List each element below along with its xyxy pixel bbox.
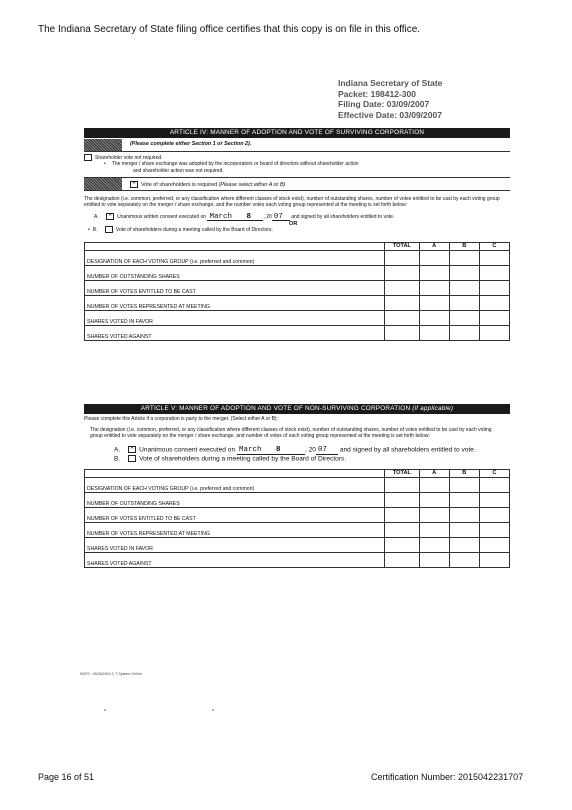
article-5-option-a-year[interactable]: 07 (316, 446, 338, 455)
option-b-label: B. (92, 226, 98, 233)
option-b-label: B. (114, 455, 121, 463)
table-cell[interactable] (479, 538, 509, 553)
not-required-label: Shareholder vote not required. (95, 154, 163, 161)
table-cell[interactable] (419, 553, 449, 568)
header-c: C (479, 470, 509, 478)
table-cell[interactable] (479, 508, 509, 523)
table-cell[interactable] (419, 508, 449, 523)
table-cell[interactable] (419, 538, 449, 553)
option-b-text: Vote of shareholders during a meeting called by the Board of Directors. (115, 226, 273, 233)
option-a-tail: and signed by all shareholders entitled to vote. (291, 213, 395, 220)
row-label: NUMBER OF OUTSTANDING SHARES (85, 266, 385, 281)
bullet-icon: • (104, 161, 106, 168)
certification-statement: The Indiana Secretary of State filing office certifies that this copy is on file in this office. (38, 24, 421, 35)
table-cell[interactable] (385, 538, 420, 553)
table-header-row (85, 470, 510, 478)
option-a-label: A. (114, 446, 121, 454)
table-cell[interactable] (449, 508, 479, 523)
table-cell[interactable] (419, 493, 449, 508)
table-cell[interactable] (479, 251, 509, 266)
table-cell[interactable] (385, 493, 420, 508)
article-5-title: ARTICLE V: MANNER OF ADOPTION AND VOTE OF NON-SURVIVING CORPORATION (if applicable) (84, 404, 510, 414)
table-cell[interactable] (385, 508, 420, 523)
option-a-checkbox[interactable] (106, 213, 114, 220)
table-cell[interactable] (449, 493, 479, 508)
designation-text: The designation (i.e. common, preferred, or any classification where different classes of stock exist), number of outstanding shares, number of votes entitled to be cast by each voting group entitled to vote separately on the merger / share exchange, and the number votes each voting group represented at the meeting is set forth below: (84, 195, 500, 209)
row-label: SHARES VOTED AGAINST (85, 553, 385, 568)
article-5-option-a-checkbox[interactable] (128, 446, 136, 453)
table-cell[interactable] (449, 538, 479, 553)
table-row (85, 523, 510, 538)
header-total: TOTAL (385, 470, 420, 478)
header-a: A (419, 243, 449, 251)
table-row (85, 508, 510, 523)
article-5-option-b-checkbox[interactable] (128, 455, 136, 462)
vote-required-label: Vote of shareholders is required (141, 181, 218, 188)
stamp-office: Indiana Secretary of State (338, 78, 443, 88)
table-cell[interactable] (479, 266, 509, 281)
article-5-vote-table (84, 469, 510, 568)
table-cell[interactable] (385, 523, 420, 538)
year-prefix: , 20 (263, 213, 272, 220)
option-b-checkbox[interactable] (105, 226, 113, 233)
table-cell[interactable] (479, 478, 509, 493)
row-label: DESIGNATION OF EACH VOTING GROUP (i.e. preferred and common) (85, 251, 385, 266)
not-required-checkbox[interactable] (84, 154, 92, 161)
row-label: NUMBER OF VOTES ENTITLED TO BE CAST (85, 508, 385, 523)
table-cell[interactable] (385, 311, 420, 326)
table-cell[interactable] (385, 266, 420, 281)
article-5-section (84, 404, 510, 568)
article-4-vote-table (84, 242, 510, 341)
form-code: IN070 - 09/26/2004 C T System Online (80, 672, 142, 676)
row-label: NUMBER OF VOTES REPRESENTED AT MEETING (85, 523, 385, 538)
table-cell[interactable] (449, 281, 479, 296)
vote-required-hint: (Please select either A or B) (218, 181, 286, 188)
table-cell[interactable] (479, 311, 509, 326)
year-prefix: , 20 (304, 446, 316, 454)
not-required-block (84, 154, 510, 175)
scan-speck (212, 709, 214, 711)
row-label: SHARES VOTED AGAINST (85, 326, 385, 341)
table-cell[interactable] (419, 251, 449, 266)
table-row (85, 266, 510, 281)
table-cell[interactable] (419, 311, 449, 326)
option-a-month[interactable]: March 8 (207, 214, 263, 222)
table-cell[interactable] (449, 296, 479, 311)
table-cell[interactable] (449, 311, 479, 326)
article-5-option-b-row (84, 455, 510, 463)
option-a-row (84, 213, 510, 225)
table-cell[interactable] (449, 553, 479, 568)
table-cell[interactable] (419, 326, 449, 341)
table-cell[interactable] (449, 251, 479, 266)
table-cell[interactable] (385, 326, 420, 341)
table-cell[interactable] (419, 523, 449, 538)
option-a-text: Unanimous consent executed on (139, 446, 236, 454)
table-cell[interactable] (385, 478, 420, 493)
table-header-row (85, 243, 510, 251)
header-total: TOTAL (385, 243, 420, 251)
table-cell[interactable] (385, 251, 420, 266)
option-a-text: Unanimous written consent executed on (117, 213, 207, 220)
section-1-row (84, 139, 510, 152)
row-label: SHARES VOTED IN FAVOR (85, 538, 385, 553)
row-label: NUMBER OF OUTSTANDING SHARES (85, 493, 385, 508)
table-cell[interactable] (449, 326, 479, 341)
table-cell[interactable] (385, 553, 420, 568)
table-cell[interactable] (449, 523, 479, 538)
table-cell[interactable] (419, 281, 449, 296)
article-5-option-a-row (84, 446, 510, 455)
scan-speck (104, 709, 106, 711)
not-required-detail-2: and shareholder action was not required. (133, 168, 224, 175)
option-b-text: Vote of shareholders during a meeting called by the Board of Directors. (139, 455, 347, 463)
section-2-label-box (84, 178, 122, 190)
article-4-title: ARTICLE IV: MANNER OF ADOPTION AND VOTE OF SURVIVING CORPORATION (84, 128, 510, 138)
table-cell[interactable] (479, 523, 509, 538)
option-b-row: • B. Vote of shareholders during a meeting called by the Board of Directors. (88, 226, 273, 233)
table-cell[interactable] (419, 296, 449, 311)
table-cell[interactable] (479, 281, 509, 296)
header-c: C (479, 243, 509, 251)
header-a: A (419, 470, 449, 478)
filing-stamp (338, 78, 442, 120)
not-required-detail-1: The merger / share exchange was adopted by the incorporators or board of directors without shareholder action (111, 161, 359, 168)
table-cell[interactable] (385, 281, 420, 296)
table-row (85, 553, 510, 568)
option-a-label: A. (94, 213, 99, 220)
table-cell[interactable] (449, 266, 479, 281)
row-label: NUMBER OF VOTES ENTITLED TO BE CAST (85, 281, 385, 296)
article-4-section (84, 128, 510, 341)
stamp-filing-date: Filing Date: 03/09/2007 (338, 99, 430, 109)
table-cell[interactable] (449, 478, 479, 493)
page-number: Page 16 of 51 (38, 772, 95, 782)
table-cell[interactable] (479, 553, 509, 568)
table-cell[interactable] (385, 296, 420, 311)
row-label: SHARES VOTED IN FAVOR (85, 311, 385, 326)
stamp-packet: Packet: 198412-300 (338, 88, 416, 99)
table-row (85, 478, 510, 493)
certification-number: Certification Number: 2015042231707 (371, 772, 524, 782)
option-a-tail: and signed by all shareholders entitled to vote. (339, 446, 476, 454)
table-row (85, 326, 510, 341)
header-b: B (449, 470, 479, 478)
section-2-row (84, 177, 510, 191)
row-label: DESIGNATION OF EACH VOTING GROUP (i.e. preferred and common) (85, 478, 385, 493)
article-5-option-a-month[interactable]: March 8 (237, 446, 305, 455)
table-row (85, 493, 510, 508)
table-row (85, 311, 510, 326)
table-row (85, 538, 510, 553)
row-label: NUMBER OF VOTES REPRESENTED AT MEETING (85, 296, 385, 311)
article-5-designation: The designation (i.e. common, preferred, or any classification where different classes of stock exist), number of outstanding shares, number of votes entitled to be cast by each voting group entitled to vote separately on the merger / share exchange, and number of votes of each voting group represented at the meeting is set forth below: (90, 426, 492, 440)
or-label: OR (289, 220, 298, 227)
vote-required-checkbox[interactable] (130, 181, 138, 188)
stamp-effective-date: Effective Date: 03/09/2007 (338, 109, 442, 120)
option-a-year[interactable]: 07 (272, 214, 290, 222)
table-cell[interactable] (419, 478, 449, 493)
table-cell[interactable] (479, 326, 509, 341)
table-cell[interactable] (479, 296, 509, 311)
table-cell[interactable] (479, 493, 509, 508)
header-b: B (449, 243, 479, 251)
table-row (85, 296, 510, 311)
table-row (85, 281, 510, 296)
table-row (85, 251, 510, 266)
section-prompt: (Please complete either Section 1 or Section 2). (130, 141, 252, 147)
article-5-instruction: Please complete this Article if a corporation is party to the merger. (Select either A or B): (84, 416, 278, 422)
table-cell[interactable] (419, 266, 449, 281)
section-1-label-box (84, 139, 122, 151)
